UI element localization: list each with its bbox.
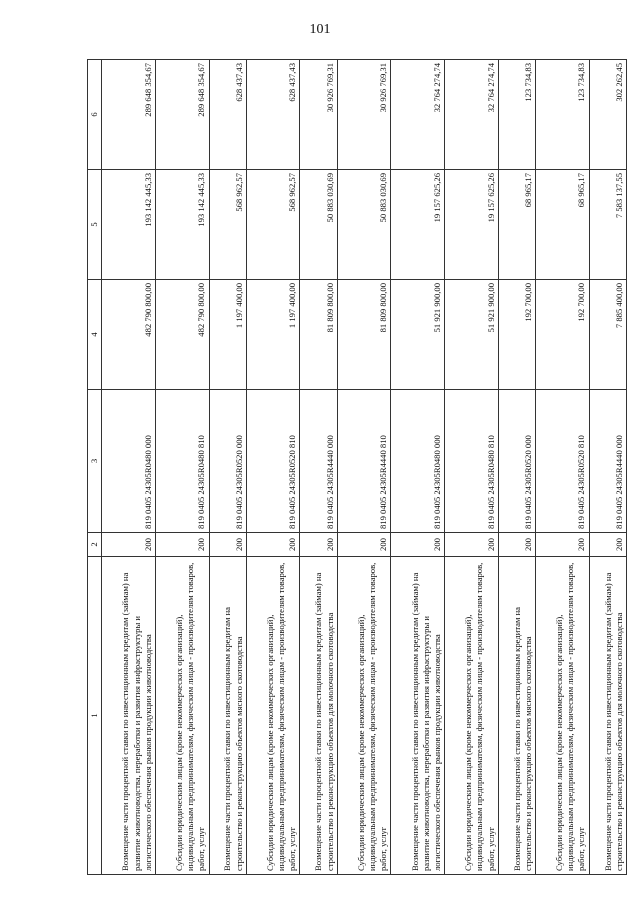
row-col4-amount: 51 921 900,00 [391,280,445,390]
row-col4-amount: 482 790 800,00 [102,280,156,390]
table-row [209,60,246,875]
row-col5-amount: 568 962,57 [209,170,246,280]
row-col6-amount: 302 262,45 [589,60,626,170]
table-row [246,60,300,875]
row-description: Субсидии юридическим лицам (кроме некоммерческих организаций), индивидуальным предпринимателям, физическим лицам - производителям товаров, работ, услуг [535,557,589,875]
row-description: Возмещение части процентной ставки по инвестиционным кредитам на строительство и реконструкцию объектов мясного скотоводства [498,557,535,875]
row-budget-code: 819 0405 24305R0480 000 [391,390,445,533]
row-col4-amount: 1 197 400,00 [209,280,246,390]
row-col4-amount: 482 790 800,00 [155,280,209,390]
header-row [88,60,102,875]
row-budget-code: 819 0405 24305R0480 810 [155,390,209,533]
row-col5-amount: 19 157 625,26 [445,170,499,280]
row-col2-value: 200 [209,533,246,557]
row-description: Возмещение части процентной ставки по инвестиционным кредитам (займам) на развитие животноводства, переработки и развития инфраструктуры и логистического обеспечения рынков продукции животноводства [102,557,156,875]
row-col2-value: 200 [391,533,445,557]
row-col2-value: 200 [535,533,589,557]
row-col4-amount: 192 700,00 [498,280,535,390]
header-cell: 2 [88,533,102,557]
row-col5-amount: 50 883 030,69 [337,170,391,280]
row-budget-code: 819 0405 24305R0480 000 [102,390,156,533]
row-col6-amount: 30 926 769,31 [337,60,391,170]
table-row [498,60,535,875]
row-col6-amount: 289 648 354,67 [155,60,209,170]
row-col6-amount: 628 437,43 [246,60,300,170]
row-budget-code: 819 0405 24305R4440 810 [337,390,391,533]
table-row [589,60,626,875]
row-col4-amount: 7 885 400,00 [589,280,626,390]
row-col4-amount: 51 921 900,00 [445,280,499,390]
row-col5-amount: 50 883 030,69 [300,170,337,280]
row-col6-amount: 30 926 769,31 [300,60,337,170]
row-col6-amount: 123 734,83 [498,60,535,170]
row-col4-amount: 192 700,00 [535,280,589,390]
table-row [102,60,156,875]
row-col5-amount: 68 965,17 [498,170,535,280]
row-col6-amount: 289 648 354,67 [102,60,156,170]
row-budget-code: 819 0405 24305R0520 000 [209,390,246,533]
header-cell: 5 [88,170,102,280]
row-description: Субсидии юридическим лицам (кроме некоммерческих организаций), индивидуальным предпринимателям, физическим лицам - производителям товаров, работ, услуг [337,557,391,875]
row-col5-amount: 7 583 137,55 [589,170,626,280]
row-col2-value: 200 [155,533,209,557]
table-row [445,60,499,875]
row-col2-value: 200 [337,533,391,557]
header-cell: 1 [88,557,102,875]
row-budget-code: 819 0405 24305R0520 810 [246,390,300,533]
header-cell: 6 [88,60,102,170]
row-col2-value: 200 [246,533,300,557]
row-description: Возмещение части процентной ставки по инвестиционным кредитам на строительство и реконструкцию объектов мясного скотоводства [209,557,246,875]
row-col5-amount: 568 962,57 [246,170,300,280]
row-description: Возмещение части процентной ставки по инвестиционным кредитам (займам) на развитие животноводства, переработки и развития инфраструктуры и логистического обеспечения рынков продукции животноводства [391,557,445,875]
table-row [300,60,337,875]
page-number: 101 [309,22,331,37]
row-col4-amount: 81 809 800,00 [337,280,391,390]
table-row [155,60,209,875]
rotated-table-wrapper [87,60,627,875]
table-row [337,60,391,875]
row-col4-amount: 81 809 800,00 [300,280,337,390]
row-budget-code: 819 0405 24305R4440 000 [589,390,626,533]
row-col2-value: 200 [102,533,156,557]
row-col2-value: 200 [445,533,499,557]
row-description: Субсидии юридическим лицам (кроме некоммерческих организаций), индивидуальным предпринимателям, физическим лицам - производителям товаров, работ, услуг [155,557,209,875]
row-budget-code: 819 0405 24305R0520 000 [498,390,535,533]
row-col6-amount: 123 734,83 [535,60,589,170]
row-col6-amount: 32 764 274,74 [391,60,445,170]
row-col5-amount: 193 142 445,33 [102,170,156,280]
row-budget-code: 819 0405 24305R0480 810 [445,390,499,533]
row-col6-amount: 32 764 274,74 [445,60,499,170]
budget-table [87,59,627,875]
row-description: Возмещение части процентной ставки по инвестиционным кредитам (займам) на строительство и реконструкцию объектов для молочного скотоводства [589,557,626,875]
row-col5-amount: 19 157 625,26 [391,170,445,280]
row-col2-value: 200 [498,533,535,557]
table-body [88,60,627,875]
row-col6-amount: 628 437,43 [209,60,246,170]
row-col4-amount: 1 197 400,00 [246,280,300,390]
header-cell: 3 [88,390,102,533]
row-col5-amount: 68 965,17 [535,170,589,280]
row-description: Субсидии юридическим лицам (кроме некоммерческих организаций), индивидуальным предпринимателям, физическим лицам - производителям товаров, работ, услуг [445,557,499,875]
row-description: Субсидии юридическим лицам (кроме некоммерческих организаций), индивидуальным предпринимателям, физическим лицам - производителям товаров, работ, услуг [246,557,300,875]
table-row [535,60,589,875]
row-description: Возмещение части процентной ставки по инвестиционным кредитам (займам) на строительство и реконструкцию объектов для молочного скотоводства [300,557,337,875]
row-col5-amount: 193 142 445,33 [155,170,209,280]
row-col2-value: 200 [300,533,337,557]
header-cell: 4 [88,280,102,390]
row-budget-code: 819 0405 24305R4440 000 [300,390,337,533]
row-col2-value: 200 [589,533,626,557]
table-row [391,60,445,875]
row-budget-code: 819 0405 24305R0520 810 [535,390,589,533]
